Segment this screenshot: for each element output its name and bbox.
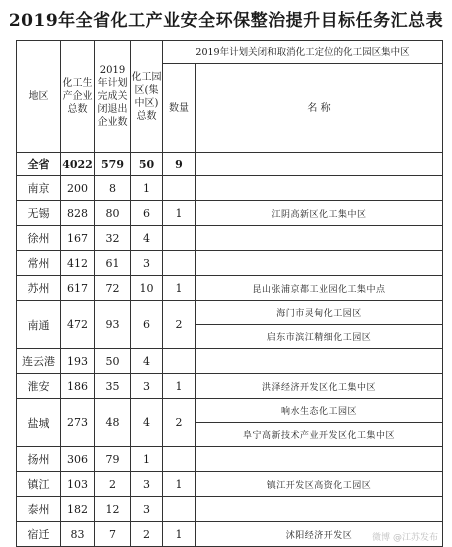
cell-parks: 3 (131, 251, 163, 276)
cell-region: 镇江 (17, 472, 61, 497)
watermark: 微博 @江苏发布 (372, 533, 438, 543)
cell-closed: 7 (95, 522, 131, 547)
table-row (17, 399, 443, 423)
cell-enterprises: 103 (61, 472, 95, 497)
cell-park-name: 响水生态化工园区 (196, 399, 443, 423)
cell-count: 2 (163, 399, 196, 447)
cell-count (163, 226, 196, 251)
cell-parks: 2 (131, 522, 163, 547)
cell-enterprises: 828 (61, 201, 95, 226)
table-row (17, 497, 443, 522)
cell-parks: 1 (131, 447, 163, 472)
cell-park-name (196, 251, 443, 276)
cell-count: 1 (163, 472, 196, 497)
page-title: 2019年全省化工产业安全环保整治提升目标任务汇总表 (8, 11, 444, 31)
cell-region: 无锡 (17, 201, 61, 226)
cell-count: 1 (163, 374, 196, 399)
cell-parks: 4 (131, 399, 163, 447)
cell-region: 宿迁 (17, 522, 61, 547)
cell-parks: 4 (131, 349, 163, 374)
cell-count (163, 176, 196, 201)
cell-enterprises: 200 (61, 176, 95, 201)
cell-parks: 6 (131, 301, 163, 349)
cell-parks: 3 (131, 472, 163, 497)
cell-count (163, 251, 196, 276)
total-enterprises: 4022 (61, 153, 95, 176)
cell-closed: 8 (95, 176, 131, 201)
cell-closed: 35 (95, 374, 131, 399)
cell-parks: 3 (131, 497, 163, 522)
cell-park-name (196, 447, 443, 472)
cell-region: 徐州 (17, 226, 61, 251)
table-row (17, 201, 443, 226)
cell-park-name (196, 226, 443, 251)
cell-enterprises: 186 (61, 374, 95, 399)
header-region: 地区 (17, 41, 61, 153)
cell-closed: 80 (95, 201, 131, 226)
header-closed-2019: 2019年计划完成关闭退出企业数 (95, 41, 131, 153)
cell-parks: 10 (131, 276, 163, 301)
total-closed: 579 (95, 153, 131, 176)
cell-park-name: 沭阳经济开发区 (196, 522, 443, 547)
cell-count (163, 497, 196, 522)
cell-region: 泰州 (17, 497, 61, 522)
cell-park-name (196, 349, 443, 374)
cell-enterprises: 306 (61, 447, 95, 472)
cell-count: 2 (163, 301, 196, 349)
cell-count (163, 349, 196, 374)
table-row (17, 226, 443, 251)
cell-park-name (196, 176, 443, 201)
header-plan-group: 2019年计划关闭和取消化工定位的化工园区集中区 (163, 41, 443, 64)
cell-enterprises: 412 (61, 251, 95, 276)
cell-count: 1 (163, 276, 196, 301)
cell-park-name (196, 497, 443, 522)
cell-count (163, 447, 196, 472)
cell-count: 1 (163, 201, 196, 226)
total-region: 全省 (17, 153, 61, 176)
cell-closed: 32 (95, 226, 131, 251)
cell-parks: 3 (131, 374, 163, 399)
total-name (196, 153, 443, 176)
cell-parks: 4 (131, 226, 163, 251)
cell-region: 南通 (17, 301, 61, 349)
table-row (17, 374, 443, 399)
cell-region: 连云港 (17, 349, 61, 374)
table-row (17, 472, 443, 497)
cell-region: 常州 (17, 251, 61, 276)
summary-table (16, 40, 443, 547)
cell-enterprises: 617 (61, 276, 95, 301)
cell-closed: 93 (95, 301, 131, 349)
table-row (17, 301, 443, 325)
cell-region: 盐城 (17, 399, 61, 447)
table-row (17, 349, 443, 374)
cell-region: 苏州 (17, 276, 61, 301)
cell-closed: 48 (95, 399, 131, 447)
cell-closed: 50 (95, 349, 131, 374)
header-parks: 化工园区(集中区)总数 (131, 41, 163, 153)
header-name: 名 称 (196, 64, 443, 153)
cell-closed: 2 (95, 472, 131, 497)
cell-enterprises: 182 (61, 497, 95, 522)
cell-park-name: 洪泽经济开发区化工集中区 (196, 374, 443, 399)
total-row (17, 153, 443, 176)
cell-park-name: 江阴高新区化工集中区 (196, 201, 443, 226)
cell-closed: 79 (95, 447, 131, 472)
cell-closed: 72 (95, 276, 131, 301)
cell-park-name: 镇江开发区高资化工园区 (196, 472, 443, 497)
cell-region: 淮安 (17, 374, 61, 399)
cell-enterprises: 83 (61, 522, 95, 547)
cell-park-name: 阜宁高新技术产业开发区化工集中区 (196, 423, 443, 447)
cell-closed: 61 (95, 251, 131, 276)
header-total-enterprises: 化工生产企业总数 (61, 41, 95, 153)
cell-park-name: 启东市滨江精细化工园区 (196, 325, 443, 349)
table-row (17, 251, 443, 276)
total-parks: 50 (131, 153, 163, 176)
cell-parks: 1 (131, 176, 163, 201)
cell-closed: 12 (95, 497, 131, 522)
cell-enterprises: 193 (61, 349, 95, 374)
cell-region: 扬州 (17, 447, 61, 472)
cell-region: 南京 (17, 176, 61, 201)
cell-enterprises: 472 (61, 301, 95, 349)
total-count: 9 (163, 153, 196, 176)
table-row (17, 176, 443, 201)
table-row (17, 276, 443, 301)
cell-park-name: 昆山张浦京都工业园化工集中点 (196, 276, 443, 301)
cell-enterprises: 167 (61, 226, 95, 251)
cell-parks: 6 (131, 201, 163, 226)
cell-park-name: 海门市灵甸化工园区 (196, 301, 443, 325)
table-row (17, 447, 443, 472)
cell-count: 1 (163, 522, 196, 547)
cell-enterprises: 273 (61, 399, 95, 447)
header-count: 数量 (163, 64, 196, 153)
